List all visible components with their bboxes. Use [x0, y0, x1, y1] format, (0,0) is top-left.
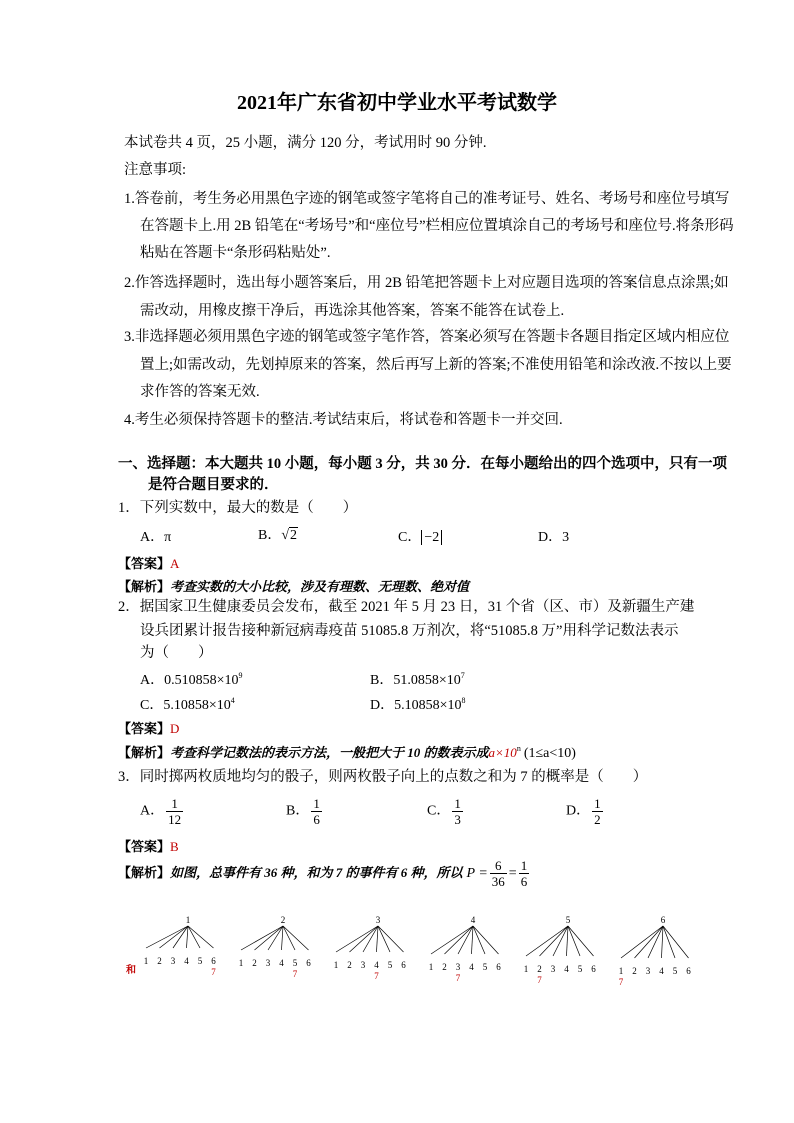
tree-leaf-label: 4	[184, 956, 189, 966]
tree-branch	[187, 926, 189, 948]
question-1-answer	[118, 553, 179, 572]
page-title: 2021年广东省初中学业水平考试数学	[237, 92, 557, 114]
tree-branch	[540, 926, 569, 956]
tree-branch	[663, 926, 675, 958]
option-fraction	[311, 796, 322, 827]
tree-branch	[445, 926, 474, 954]
tree-leaf-label: 2	[442, 962, 447, 972]
tree-leaf-label: 6	[401, 960, 406, 970]
section-heading-line-2: 是符合题目要求的．	[148, 477, 279, 493]
tree-leaf-label: 3	[265, 958, 271, 968]
absolute-value: −2	[421, 530, 442, 545]
denominator: 3	[454, 812, 461, 827]
tree-leaf-label: 1	[238, 958, 244, 968]
tree-branch	[160, 926, 189, 948]
explain-fraction-2	[519, 858, 530, 889]
explain-formula: a×10	[488, 745, 517, 760]
tree-sum-seven: 7	[374, 971, 379, 981]
tree-branch	[336, 926, 378, 952]
numerator: 1	[520, 858, 528, 873]
answer-label: 【答案】	[118, 839, 171, 854]
tree-branch	[662, 926, 664, 958]
explain-text: 如图，总事件有 36 种，和为 7 的事件有 6 种，所以	[170, 865, 463, 881]
tree-leaf-label: 2	[632, 966, 637, 976]
tree-branch	[458, 926, 473, 954]
probability-tree-diagram	[120, 900, 740, 987]
tree-1	[144, 915, 217, 977]
explain-text: 考查科学记数法的表示方法，一般把大于 10 的数表示成	[170, 745, 489, 760]
tree-leaf-label: 3	[360, 960, 366, 970]
tree-branch	[553, 926, 568, 956]
tree-leaf-label: 5	[482, 962, 488, 972]
question-1-option-a: A．π	[140, 530, 172, 545]
tree-leaf-label: 2	[252, 958, 257, 968]
tree-leaf-label: 3	[645, 966, 651, 976]
tree-branch	[378, 926, 404, 952]
tree-branch	[568, 926, 594, 956]
tree-leaf-label: 6	[211, 956, 216, 966]
question-3-option-c	[427, 796, 465, 827]
tree-branch	[526, 926, 568, 956]
denominator: 12	[168, 812, 182, 827]
answer-value: B	[170, 839, 179, 854]
explain-equals: =	[508, 866, 517, 882]
denominator: 2	[594, 812, 601, 827]
tree-branch	[621, 926, 663, 958]
denominator: 6	[313, 812, 320, 827]
explain-range: (1≤a<10)	[523, 746, 576, 761]
option-exponent: 9	[238, 671, 243, 680]
tree-branch	[188, 926, 200, 948]
tree-4	[429, 915, 502, 983]
option-prefix: D．	[370, 698, 395, 713]
question-3-answer	[118, 836, 179, 855]
option-exponent: 8	[461, 696, 466, 705]
question-3-stem: 3．同时掷两枚质地均匀的骰子，则两枚骰子向上的点数之和为 7 的概率是（ ）	[118, 769, 648, 785]
numerator: 1	[454, 796, 461, 811]
tree-branch	[146, 926, 188, 948]
question-2-stem-line-2: 设兵团累计报告接种新冠病毒疫苗 51085.8 万剂次，将“51085.8 万”用科学记数法表示	[140, 623, 679, 639]
tree-branch	[188, 926, 214, 948]
tree-leaf-label: 3	[170, 956, 176, 966]
question-3-option-b	[286, 796, 324, 827]
notice-3-line-3: 求作答的答案无效.	[140, 384, 260, 400]
tree-leaf-label: 1	[143, 956, 149, 966]
tree-root-label: 4	[470, 915, 476, 925]
tree-leaf-label: 5	[197, 956, 203, 966]
question-2-answer	[118, 718, 179, 737]
notice-2-line-2: 需改动，用橡皮擦干净后，再选涂其他答案，答案不能答在试卷上.	[140, 303, 565, 319]
tree-leaf-label: 4	[564, 964, 569, 974]
option-exponent: 4	[230, 696, 235, 705]
question-2-option-d	[370, 694, 466, 714]
tree-branch	[648, 926, 663, 958]
tree-branch	[635, 926, 664, 958]
tree-branch	[350, 926, 379, 952]
tree-root-label: 3	[375, 915, 381, 925]
sqrt-symbol: √2	[281, 528, 298, 543]
tree-sum-seven: 7	[455, 973, 461, 983]
tree-5	[524, 915, 597, 985]
denominator: 36	[491, 874, 505, 889]
notice-3-line-1: 3.非选择题必须用黑色字迹的钢笔或签字笔作答，答案必须写在答题卡各题目指定区域内相应位	[124, 329, 730, 345]
tree-3	[334, 915, 407, 981]
tree-leaf-label: 1	[333, 960, 339, 970]
question-1-option-c	[398, 526, 442, 546]
explain-label: 【解析】	[118, 579, 171, 594]
tree-branch	[472, 926, 474, 954]
answer-value: D	[170, 721, 180, 736]
notice-3-line-2: 置上;如需改动，先划掉原来的答案，然后再写上新的答案;不准使用铅笔和涂改液.不按以上要	[140, 357, 732, 373]
question-1-option-c-prefix: C．	[398, 530, 422, 545]
tree-leaf-label: 2	[347, 960, 352, 970]
option-base: 5.10858×10	[394, 698, 462, 713]
question-3-option-a	[140, 796, 185, 827]
tree-sum-seven: 7	[537, 975, 542, 985]
question-2-explanation	[118, 742, 576, 762]
option-base: 51.0858×10	[393, 673, 461, 688]
question-1-explanation	[118, 576, 469, 596]
option-fraction	[452, 796, 463, 827]
tree-leaf-label: 3	[455, 962, 461, 972]
option-prefix: C．	[140, 698, 164, 713]
numerator: 1	[313, 796, 320, 811]
option-exponent: 7	[460, 671, 465, 680]
question-2-stem-line-1: 2．据国家卫生健康委员会发布，截至 2021 年 5 月 23 日，31 个省（区、市）及新疆生产建	[118, 599, 695, 615]
tree-branch	[663, 926, 689, 958]
question-2-stem-line-3: 为（ ）	[140, 645, 213, 661]
notice-1-line-3: 粘贴在答题卡“条形码粘贴处”.	[140, 245, 331, 261]
tree-sum-seven: 7	[618, 977, 624, 987]
radicand: 2	[290, 528, 298, 543]
explain-text: 考查实数的大小比较，涉及有理数、无理数、绝对值	[170, 579, 470, 594]
tree-root-label: 1	[185, 915, 191, 925]
tree-leaf-label: 5	[577, 964, 583, 974]
explain-p: P =	[466, 866, 488, 882]
section-heading-line-1: 一、选择题：本大题共 10 小题，每小题 3 分，共 30 分．在每小题给出的四个选项中，只有一项	[118, 456, 727, 472]
tree-sum-seven: 7	[292, 969, 298, 979]
question-1-option-b-prefix: B．	[258, 528, 282, 543]
option-prefix: D．	[566, 803, 591, 819]
option-base: 0.510858×10	[164, 673, 239, 688]
numerator: 1	[171, 796, 178, 811]
tree-leaf-label: 4	[279, 958, 284, 968]
tree-leaf-label: 4	[374, 960, 379, 970]
tree-branch	[268, 926, 283, 950]
notice-1-line-2: 在答题卡上.用 2B 铅笔在“考场号”和“座位号”栏相应位置填涂自己的考场号和座位号.将条形码	[140, 218, 734, 234]
tree-branch	[363, 926, 378, 952]
question-2-option-b	[370, 669, 465, 689]
tree-sum-seven: 7	[211, 967, 216, 977]
answer-value: A	[170, 556, 180, 571]
tree-branch	[283, 926, 295, 950]
option-prefix: B．	[370, 673, 394, 688]
tree-branch	[473, 926, 499, 954]
tree-branch	[567, 926, 569, 956]
question-3-option-d	[566, 796, 605, 827]
tree-leaf-label: 6	[306, 958, 311, 968]
tree-leaf-label: 3	[550, 964, 556, 974]
question-3-explanation	[118, 858, 531, 889]
explain-fraction-1	[490, 858, 507, 889]
tree-leaf-label: 6	[591, 964, 596, 974]
question-2-option-c	[140, 694, 235, 714]
question-1-stem: 1．下列实数中，最大的数是（ ）	[118, 500, 358, 516]
tree-leaf-label: 1	[618, 966, 624, 976]
question-1-option-b	[258, 524, 298, 544]
tree-leaf-label: 6	[686, 966, 691, 976]
explain-label: 【解析】	[118, 865, 171, 881]
answer-label: 【答案】	[118, 721, 171, 736]
question-2-option-a	[140, 669, 243, 689]
denominator: 6	[520, 874, 528, 889]
notice-4-line-1: 4.考生必须保持答题卡的整洁.考试结束后，将试卷和答题卡一并交回.	[124, 412, 563, 428]
question-1-option-d: D．3	[538, 530, 570, 545]
tree-leaf-label: 2	[157, 956, 162, 966]
explain-exponent: n	[516, 744, 521, 753]
option-prefix: A．	[140, 803, 165, 819]
intro-text: 本试卷共 4 页，25 小题，满分 120 分，考试用时 90 分钟.	[124, 135, 487, 151]
tree-leaf-label: 5	[672, 966, 678, 976]
tree-branch	[283, 926, 309, 950]
option-prefix: A．	[140, 673, 165, 688]
tree-branch	[173, 926, 188, 948]
notice-1-line-1: 1.答卷前，考生务必用黑色字迹的钢笔或签字笔将自己的准考证号、姓名、考场号和座位号填写	[124, 191, 730, 207]
tree-branch	[431, 926, 473, 954]
explain-label: 【解析】	[118, 745, 171, 760]
tree-root-label: 2	[280, 915, 286, 925]
option-base: 5.10858×10	[163, 698, 231, 713]
option-prefix: C．	[427, 803, 451, 819]
tree-branch	[473, 926, 485, 954]
tree-root-label: 5	[565, 915, 571, 925]
option-prefix: B．	[286, 803, 310, 819]
tree-leaf-label: 4	[469, 962, 474, 972]
tree-leaf-label: 1	[428, 962, 434, 972]
tree-leaf-label: 5	[387, 960, 393, 970]
tree-2	[239, 915, 312, 979]
numerator: 6	[495, 858, 502, 873]
tree-root-label: 6	[660, 915, 666, 925]
numerator: 1	[594, 796, 601, 811]
tree-leaf-label: 2	[537, 964, 542, 974]
tree-branch	[378, 926, 390, 952]
tree-sum-label: 和	[126, 965, 136, 976]
tree-branch	[568, 926, 580, 956]
notice-2-line-1: 2.作答选择题时，选出每小题答案后，用 2B 铅笔把答题卡上对应题目选项的答案信息点涂黑;如	[124, 275, 729, 291]
tree-branch	[377, 926, 379, 952]
notice-heading: 注意事项:	[124, 162, 187, 178]
tree-leaf-label: 1	[523, 964, 529, 974]
tree-branch	[282, 926, 284, 950]
answer-label: 【答案】	[118, 556, 171, 571]
option-fraction	[592, 796, 603, 827]
tree-leaf-label: 5	[292, 958, 298, 968]
option-fraction	[166, 796, 183, 827]
tree-branch	[241, 926, 283, 950]
tree-leaf-label: 4	[659, 966, 664, 976]
tree-leaf-label: 6	[496, 962, 501, 972]
tree-branch	[255, 926, 284, 950]
tree-6	[619, 915, 692, 987]
